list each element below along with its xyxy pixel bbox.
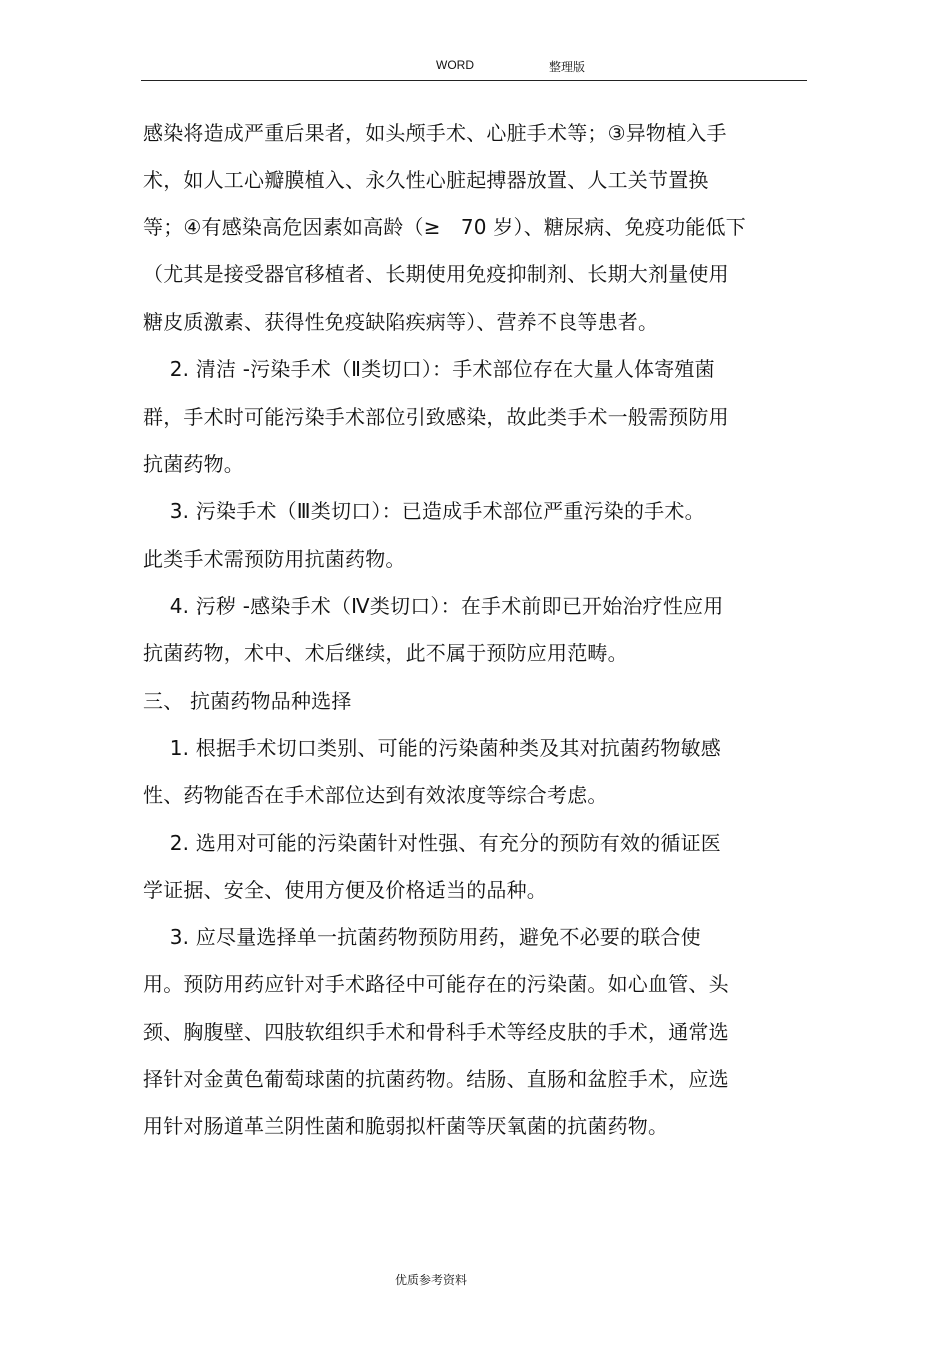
- page-header: [0, 58, 950, 80]
- text-line: 术，如人工心瓣膜植入、永久性心脏起搏器放置、人工关节置换: [143, 168, 709, 192]
- header-label: WORD: [436, 58, 474, 72]
- page-footer: [0, 1271, 950, 1288]
- text-line: 抗菌药物。: [143, 452, 244, 476]
- text-line: 群，手术时可能污染手术部位引致感染，故此类手术一般需预防用: [143, 405, 729, 429]
- text-line: （尤其是接受器官移植者、长期使用免疫抑制剂、长期大剂量使用: [143, 262, 729, 286]
- header-version: 整理版: [549, 60, 586, 74]
- text-line: 此类手术需预防用抗菌药物。: [143, 547, 406, 571]
- text-line: 4. 污秽 -感染手术（Ⅳ类切口）：在手术前即已开始治疗性应用: [143, 594, 724, 618]
- text-line: 学证据、安全、使用方便及价格适当的品种。: [143, 878, 547, 902]
- text-line: 抗菌药物，术中、术后继续，此不属于预防应用范畴。: [143, 641, 628, 665]
- text-line: 2. 清洁 -污染手术（Ⅱ类切口）：手术部位存在大量人体寄殖菌: [143, 357, 715, 381]
- text-line: 3. 污染手术（Ⅲ类切口）：已造成手术部位严重污染的手术。: [143, 499, 705, 523]
- text-line: 3. 应尽量选择单一抗菌药物预防用药，避免不必要的联合使: [143, 925, 701, 949]
- text-line: 感染将造成严重后果者，如头颅手术、心脏手术等；③异物植入手: [143, 121, 727, 145]
- text-line: 2. 选用对可能的污染菌针对性强、有充分的预防有效的循证医: [143, 831, 721, 855]
- text-line: 择针对金黄色葡萄球菌的抗菌药物。结肠、直肠和盆腔手术，应选: [143, 1067, 729, 1091]
- text-line: 用。预防用药应针对手术路径中可能存在的污染菌。如心血管、头: [143, 972, 729, 996]
- text-line: 糖皮质激素、获得性免疫缺陷疾病等）、营养不良等患者。: [143, 310, 659, 334]
- text-line: 等；④有感染高危因素如高龄（≥ 70 岁）、糖尿病、免疫功能低下: [143, 215, 746, 239]
- section-heading: 三、 抗菌药物品种选择: [143, 689, 352, 713]
- text-line: 1. 根据手术切口类别、可能的污染菌种类及其对抗菌药物敏感: [143, 736, 721, 760]
- text-line: 性、药物能否在手术部位达到有效浓度等综合考虑。: [143, 783, 608, 807]
- text-line: 颈、胸腹壁、四肢软组织手术和骨科手术等经皮肤的手术，通常选: [143, 1020, 729, 1044]
- header-rule: [141, 80, 807, 81]
- text-line: 用针对肠道革兰阴性菌和脆弱拟杆菌等厌氧菌的抗菌药物。: [143, 1114, 669, 1138]
- footer-text: 优质参考资料: [394, 1273, 467, 1287]
